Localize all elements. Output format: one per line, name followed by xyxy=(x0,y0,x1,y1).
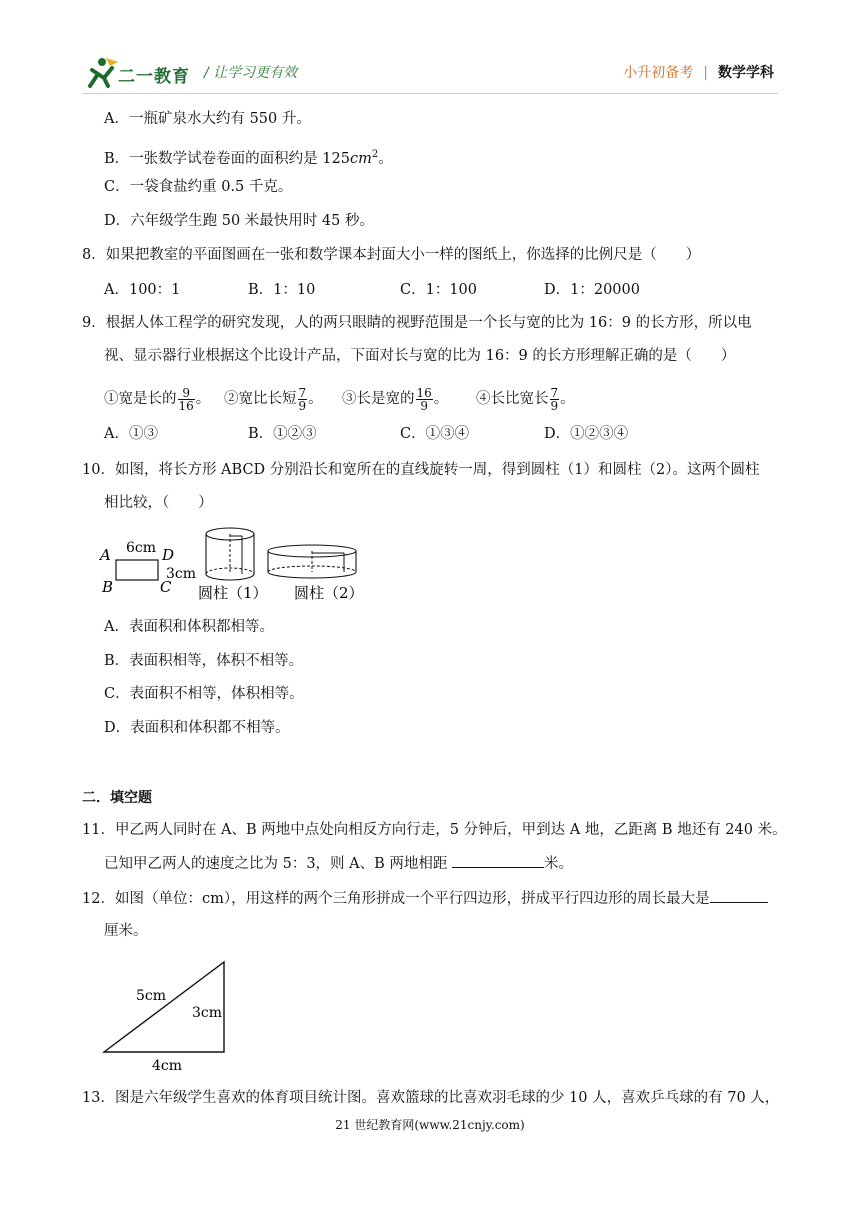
q7-option-b-tail: 。 xyxy=(378,150,393,167)
q12-stem-line1 xyxy=(82,888,768,909)
q9-statement-1 xyxy=(104,384,210,414)
section-title: 二．填空题 xyxy=(82,790,152,806)
label-a: A xyxy=(100,546,111,564)
q9-option-a: A．①③ xyxy=(104,426,158,442)
q11-answer-blank[interactable] xyxy=(452,853,544,868)
q11-stem-line1: 11．甲乙两人同时在 A、B 两地中点处向相反方向行走，5 分钟后，甲到达 A 地，乙距离 B 地还有 240 米。 xyxy=(82,822,787,838)
q10-option-a: A．表面积和体积都相等。 xyxy=(104,619,274,635)
q10-option-d: D．表面积和体积都不相等。 xyxy=(104,720,290,736)
cylinder-2-label: 圆柱（2） xyxy=(294,584,364,602)
category-label: 小升初备考 xyxy=(623,65,694,81)
q8-stem: 8．如果把教室的平面图画在一张和数学课本封面大小一样的图纸上，你选择的比例尺是（ ） xyxy=(82,247,701,263)
q9-option-c: C．①③④ xyxy=(400,426,470,442)
q7-option-b-sup: 2 xyxy=(371,149,379,160)
q9-s4-den: 9 xyxy=(550,398,559,413)
label-height: 3cm xyxy=(192,1005,223,1021)
q9-s3-prefix: ③长是宽的 xyxy=(342,391,415,407)
q8-option-d: D．1：20000 xyxy=(544,282,640,298)
q9-s1-suffix: 。 xyxy=(195,391,211,407)
q13-stem-line1: 13．图是六年级学生喜欢的体育项目统计图。喜欢篮球的比喜欢羽毛球的少 10 人，喜欢乒乓球的有 70 人， xyxy=(82,1090,780,1106)
q8-option-c: C．1：100 xyxy=(400,282,477,298)
q10-option-b: B．表面积相等，体积不相等。 xyxy=(104,653,304,669)
label-c: C xyxy=(160,578,172,596)
q9-s1-num: 9 xyxy=(178,387,195,400)
q7-option-a: A．一瓶矿泉水大约有 550 升。 xyxy=(104,111,311,127)
q11-stem-tail: 米。 xyxy=(544,856,574,872)
q9-s1-den: 16 xyxy=(178,398,194,413)
q9-option-d: D．①②③④ xyxy=(544,426,629,442)
q9-s3-num: 16 xyxy=(416,385,432,400)
cylinder-1 xyxy=(206,528,254,580)
subject-label: 数学学科 xyxy=(718,65,774,81)
cylinder-1-label: 圆柱（1） xyxy=(198,584,268,602)
q9-stem-line2: 视、显示器行业根据这个比设计产品，下面对长与宽的比为 16：9 的长方形理解正确的是（ ） xyxy=(104,348,736,364)
label-b: B xyxy=(102,578,114,596)
q7-option-b-text: B．一张数学试卷卷面的面积约是 125 xyxy=(104,150,350,167)
header-separator: | xyxy=(703,65,708,81)
q9-s4-prefix: ④长比宽长 xyxy=(476,391,549,407)
q11-stem-text: 已知甲乙两人的速度之比为 5：3，则 A、B 两地相距 xyxy=(104,856,453,872)
label-length: 6cm xyxy=(126,540,157,556)
label-hypotenuse: 5cm xyxy=(136,988,167,1004)
slogan: / 让学习更有效 xyxy=(204,65,298,81)
brand-name: 二一教育 xyxy=(118,67,190,87)
cylinder-2 xyxy=(268,545,356,578)
q7-option-d: D．六年级学生跑 50 米最快用时 45 秒。 xyxy=(104,213,374,229)
rectangle-abcd xyxy=(116,560,158,580)
q9-statement-2 xyxy=(224,384,323,414)
q7-option-b xyxy=(104,145,393,169)
q10-figure xyxy=(98,524,368,608)
header-rule xyxy=(82,93,778,94)
q9-s4-suffix: 。 xyxy=(560,391,575,407)
q12-triangle-figure xyxy=(96,954,236,1074)
q12-answer-blank[interactable] xyxy=(710,888,768,903)
q9-s2-prefix: ②宽比长短 xyxy=(224,391,297,407)
q9-option-b: B．①②③ xyxy=(248,426,317,442)
q7-option-b-unit: cm xyxy=(349,150,372,167)
q9-statement-3 xyxy=(342,384,448,414)
q12-stem-line2: 厘米。 xyxy=(104,923,148,939)
q10-option-c: C．表面积不相等，体积相等。 xyxy=(104,686,304,702)
label-width: 3cm xyxy=(166,566,197,582)
q8-option-a: A．100：1 xyxy=(104,282,181,298)
label-base: 4cm xyxy=(152,1058,183,1074)
q9-statement-4 xyxy=(476,384,575,414)
q9-s1-prefix: ①宽是长的 xyxy=(104,391,177,407)
q9-s4-fraction xyxy=(550,387,560,412)
q9-s1-fraction xyxy=(178,387,195,412)
q10-stem-line2: 相比较，（ ） xyxy=(104,495,213,511)
q12-stem-text: 12．如图（单位：cm），用这样的两个三角形拼成一个平行四边形，拼成平行四边形的周长最大是 xyxy=(82,891,710,907)
q9-s4-num: 7 xyxy=(550,385,559,400)
label-d: D xyxy=(162,546,175,564)
q9-s2-suffix: 。 xyxy=(308,391,323,407)
q10-stem-line1: 10．如图，将长方形 ABCD 分别沿长和宽所在的直线旋转一周，得到圆柱（1）和圆柱（2）。这两个圆柱 xyxy=(82,462,760,478)
q7-option-c: C．一袋食盐约重 0.5 千克。 xyxy=(104,179,293,195)
q8-option-b: B．1：10 xyxy=(248,282,316,298)
q11-stem-line2 xyxy=(104,853,573,874)
page-footer: 21 世纪教育网(www.21cnjy.com) xyxy=(335,1118,525,1132)
header-right xyxy=(623,62,774,82)
q9-s3-fraction xyxy=(416,387,433,412)
q9-s3-suffix: 。 xyxy=(433,391,449,407)
q9-s2-num: 7 xyxy=(298,385,307,400)
q9-s2-fraction xyxy=(298,387,308,412)
q9-stem-line1: 9．根据人体工程学的研究发现，人的两只眼睛的视野范围是一个长与宽的比为 16：9 的长方形，所以电 xyxy=(82,315,752,331)
q9-s2-den: 9 xyxy=(298,398,307,413)
page-header xyxy=(0,0,860,95)
q9-s3-den: 9 xyxy=(420,398,428,413)
